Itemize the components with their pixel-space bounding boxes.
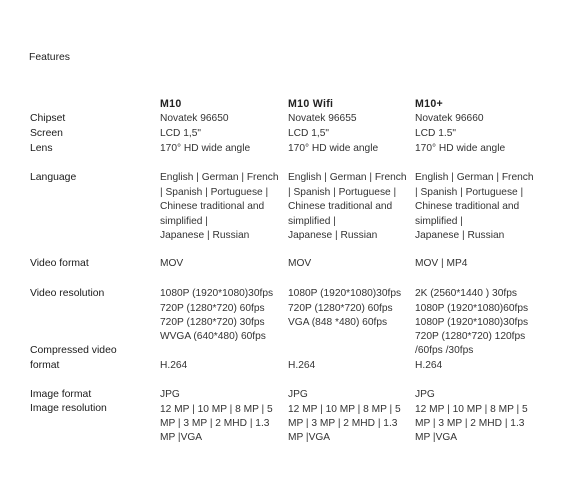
section-title: Features: [29, 52, 71, 63]
screen-m10-plus: LCD 1.5": [415, 128, 456, 139]
image-res-m10-line-1: 12 MP | 10 MP | 8 MP | 5: [160, 404, 273, 415]
language-m10-wifi-line-2: | Spanish | Portuguese |: [288, 187, 397, 198]
language-m10-plus-line-4: simplified |: [415, 216, 463, 227]
chipset-m10-plus: Novatek 96660: [415, 113, 484, 124]
language-m10-plus-line-2: | Spanish | Portuguese |: [415, 187, 524, 198]
video-res-m10-plus-line-4: 720P (1280*720) 120fps: [415, 331, 526, 342]
image-res-m10-line-3: MP |VGA: [160, 432, 203, 443]
row-label-compressed-video-1: Compressed video: [30, 345, 117, 356]
screen-m10: LCD 1,5": [160, 128, 201, 139]
video-res-m10-plus-line-1: 2K (2560*1440 ) 30fps: [415, 288, 517, 299]
row-label-video-resolution: Video resolution: [30, 288, 105, 299]
video-res-m10-wifi-line-2: 720P (1280*720) 60fps: [288, 303, 393, 314]
image-res-m10-plus-line-3: MP |VGA: [415, 432, 458, 443]
compressed-format-m10: H.264: [160, 360, 188, 371]
video-res-m10-plus-line-3: 1080P (1920*1080)30fps: [415, 317, 529, 328]
model-header-m10-wifi: M10 Wifi: [288, 98, 334, 110]
video-format-m10: MOV: [160, 258, 184, 269]
row-label-lens: Lens: [30, 143, 53, 154]
language-m10-line-3: Chinese traditional and: [160, 201, 265, 212]
row-label-video-format: Video format: [30, 258, 89, 269]
image-res-m10-line-2: MP | 3 MP | 2 MHD | 1.3: [160, 418, 270, 429]
chipset-m10-wifi: Novatek 96655: [288, 113, 357, 124]
compressed-format-m10-wifi: H.264: [288, 360, 316, 371]
row-label-image-resolution: Image resolution: [30, 403, 107, 414]
language-m10-line-2: | Spanish | Portuguese |: [160, 187, 269, 198]
video-res-m10-plus-line-5: /60fps /30fps: [415, 345, 474, 356]
video-res-m10-line-4: WVGA (640*480) 60fps: [160, 331, 266, 342]
language-m10-line-5: Japanese | Russian: [160, 230, 250, 241]
video-format-m10-wifi: MOV: [288, 258, 312, 269]
image-res-m10-wifi-line-2: MP | 3 MP | 2 MHD | 1.3: [288, 418, 398, 429]
image-format-m10-plus: JPG: [415, 389, 435, 400]
language-m10-wifi-line-3: Chinese traditional and: [288, 201, 393, 212]
language-m10-plus-line-1: English | German | French: [415, 172, 534, 183]
compressed-format-m10-plus: H.264: [415, 360, 443, 371]
video-res-m10-plus-line-2: 1080P (1920*1080)60fps: [415, 303, 529, 314]
row-label-language: Language: [30, 172, 77, 183]
lens-m10-wifi: 170° HD wide angle: [288, 143, 379, 154]
video-res-m10-wifi-line-1: 1080P (1920*1080)30fps: [288, 288, 402, 299]
video-res-m10-wifi-line-3: VGA (848 *480) 60fps: [288, 317, 388, 328]
image-res-m10-plus-line-1: 12 MP | 10 MP | 8 MP | 5: [415, 404, 528, 415]
language-m10-plus-line-3: Chinese traditional and: [415, 201, 520, 212]
video-res-m10-line-3: 720P (1280*720) 30fps: [160, 317, 265, 328]
screen-m10-wifi: LCD 1,5": [288, 128, 329, 139]
model-header-m10: M10: [160, 98, 182, 110]
chipset-m10: Novatek 96650: [160, 113, 229, 124]
language-m10-wifi-line-4: simplified |: [288, 216, 336, 227]
language-m10-wifi-line-5: Japanese | Russian: [288, 230, 378, 241]
lens-m10: 170° HD wide angle: [160, 143, 251, 154]
image-res-m10-plus-line-2: MP | 3 MP | 2 MHD | 1.3: [415, 418, 525, 429]
lens-m10-plus: 170° HD wide angle: [415, 143, 506, 154]
image-res-m10-wifi-line-1: 12 MP | 10 MP | 8 MP | 5: [288, 404, 401, 415]
language-m10-wifi-line-1: English | German | French: [288, 172, 407, 183]
language-m10-line-4: simplified |: [160, 216, 208, 227]
video-res-m10-line-2: 720P (1280*720) 60fps: [160, 303, 265, 314]
video-res-m10-line-1: 1080P (1920*1080)30fps: [160, 288, 274, 299]
image-format-m10: JPG: [160, 389, 180, 400]
language-m10-plus-line-5: Japanese | Russian: [415, 230, 505, 241]
image-format-m10-wifi: JPG: [288, 389, 308, 400]
image-res-m10-wifi-line-3: MP |VGA: [288, 432, 331, 443]
language-m10-line-1: English | German | French: [160, 172, 279, 183]
row-label-compressed-video-2: format: [30, 360, 60, 371]
row-label-image-format: Image format: [30, 389, 92, 400]
model-header-m10-plus: M10+: [415, 98, 443, 110]
row-label-screen: Screen: [30, 128, 63, 139]
video-format-m10-plus: MOV | MP4: [415, 258, 468, 269]
row-label-chipset: Chipset: [30, 113, 66, 124]
